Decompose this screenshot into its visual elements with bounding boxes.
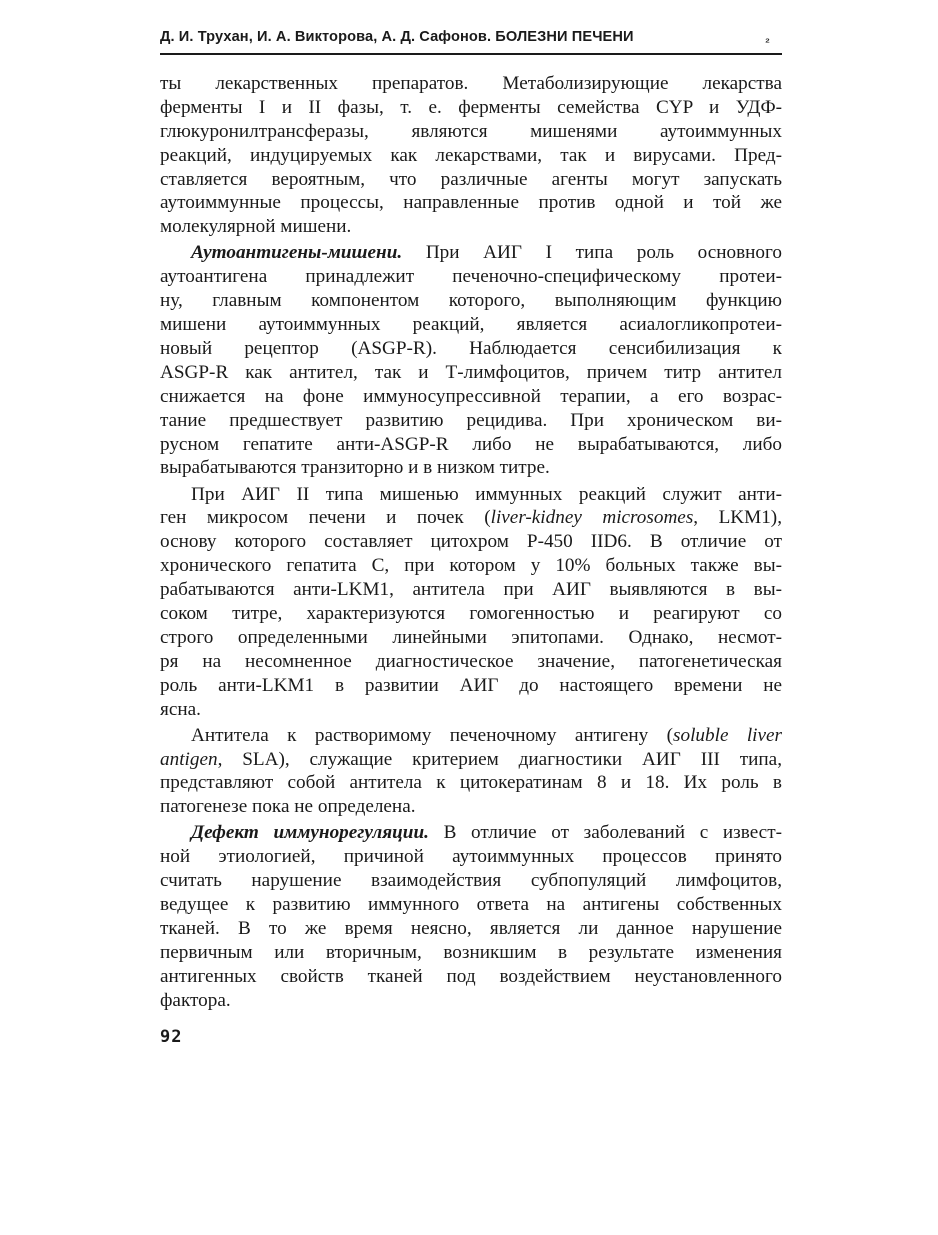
- text-line: При АИГ II типа мишенью иммунных реакций служит анти-: [191, 483, 782, 505]
- text-line: antigen, SLA), служащие критерием диагностики АИГ III типа,: [160, 748, 782, 770]
- text-line: тканей. В то же время неясно, является ли данное нарушение: [160, 917, 782, 939]
- page-number: 92: [160, 1027, 183, 1047]
- text-line: патогенезе пока не определена.: [160, 796, 416, 818]
- paragraph: [160, 724, 782, 820]
- text-line: молекулярной мишени.: [160, 216, 352, 238]
- text-line: ной этиологией, причиной аутоиммунных процессов принято: [160, 846, 782, 868]
- text-line: ведущее к развитию иммунного ответа на антигены собственных: [160, 894, 782, 916]
- latin-term: antigen: [160, 748, 218, 770]
- latin-term: liver-kidney microsomes: [490, 507, 694, 529]
- text-line: антигенных свойств тканей под воздействием неустановленного: [160, 965, 782, 987]
- latin-term: soluble liver: [673, 724, 782, 746]
- text-line: фактора.: [160, 989, 231, 1011]
- text-line: первичным или вторичным, возникшим в результате изменения: [160, 941, 782, 963]
- text-line: снижается на фоне иммуносупрессивной терапии, а его возрас-: [160, 385, 782, 407]
- paragraph: [160, 821, 782, 1012]
- text-line: глюкуронилтрансферазы, являются мишенями аутоиммунных: [160, 120, 782, 142]
- text-line: представляют собой антитела к цитокератинам 8 и 18. Их роль в: [160, 772, 782, 794]
- text-line: ну, главным компонентом которого, выполняющим функцию: [160, 290, 782, 312]
- section-heading: Дефект иммунорегуляции.: [191, 822, 429, 844]
- paragraph: [160, 483, 782, 722]
- text-line: считать нарушение взаимодействия субпопуляций лимфоцитов,: [160, 870, 782, 892]
- text-line: реакций, индуцируемых как лекарствами, так и вирусами. Пред-: [160, 144, 782, 166]
- running-header: [160, 29, 782, 55]
- text-line: аутоиммунные процессы, направленные против одной и той же: [160, 192, 782, 214]
- text-line: ясна.: [160, 698, 201, 720]
- text-line: тание предшествует развитию рецидива. При хроническом ви-: [160, 409, 782, 431]
- text-line: ты лекарственных препаратов. Метаболизирующие лекарства: [160, 73, 782, 94]
- text-line: ген микросом печени и почек (liver-kidney microsomes, LKM1),: [160, 507, 782, 529]
- text-line: роль анти-LKM1 в развитии АИГ до настоящего времени не: [160, 674, 782, 696]
- text-line: Антитела к растворимому печеночному антигену (soluble liver: [191, 724, 782, 746]
- text-line: соком титре, характеризуются гомогенностью и реагируют со: [160, 602, 782, 624]
- text-line: ASGP-R как антител, так и Т-лимфоцитов, причем титр антител: [160, 361, 782, 383]
- text-line: Дефект иммунорегуляции. В отличие от заболеваний с извест-: [191, 822, 782, 844]
- text-line: мишени аутоиммунных реакций, является асиалогликопротеи-: [160, 314, 782, 336]
- body-text: [160, 72, 782, 1012]
- text-line: основу которого составляет цитохром P-450 IID6. В отличие от: [160, 531, 782, 553]
- paragraph: [160, 72, 782, 239]
- running-title: Д. И. Трухан, И. А. Викторова, А. Д. Сафонов. БОЛЕЗНИ ПЕЧЕНИ: [160, 29, 634, 45]
- text-line: Аутоантигены-мишени. При АИГ I типа роль основного: [191, 242, 782, 264]
- section-heading: Аутоантигены-мишени.: [191, 242, 403, 264]
- text-line: русном гепатите анти-ASGP-R либо не вырабатываются, либо: [160, 433, 782, 455]
- text-line: вырабатываются транзиторно и в низком титре.: [160, 457, 550, 479]
- text-line: новый рецептор (ASGP-R). Наблюдается сенсибилизация к: [160, 337, 782, 359]
- text-line: ставляется вероятным, что различные агенты могут запускать: [160, 168, 782, 190]
- paragraph: [160, 241, 782, 480]
- text-line: ря на несомненное диагностическое значение, патогенетическая: [160, 650, 782, 672]
- text-line: рабатываются анти-LKM1, антитела при АИГ выявляются в вы-: [160, 579, 782, 601]
- text-line: ферменты I и II фазы, т. е. ферменты семейства CYP и УДФ-: [160, 96, 782, 118]
- header-mark: ₂: [765, 33, 770, 45]
- text-line: строго определенными линейными эпитопами. Однако, несмот-: [160, 626, 782, 648]
- text-line: хронического гепатита С, при котором у 10% больных также вы-: [160, 555, 782, 577]
- text-line: аутоантигена принадлежит печеночно-специфическому протеи-: [160, 266, 782, 288]
